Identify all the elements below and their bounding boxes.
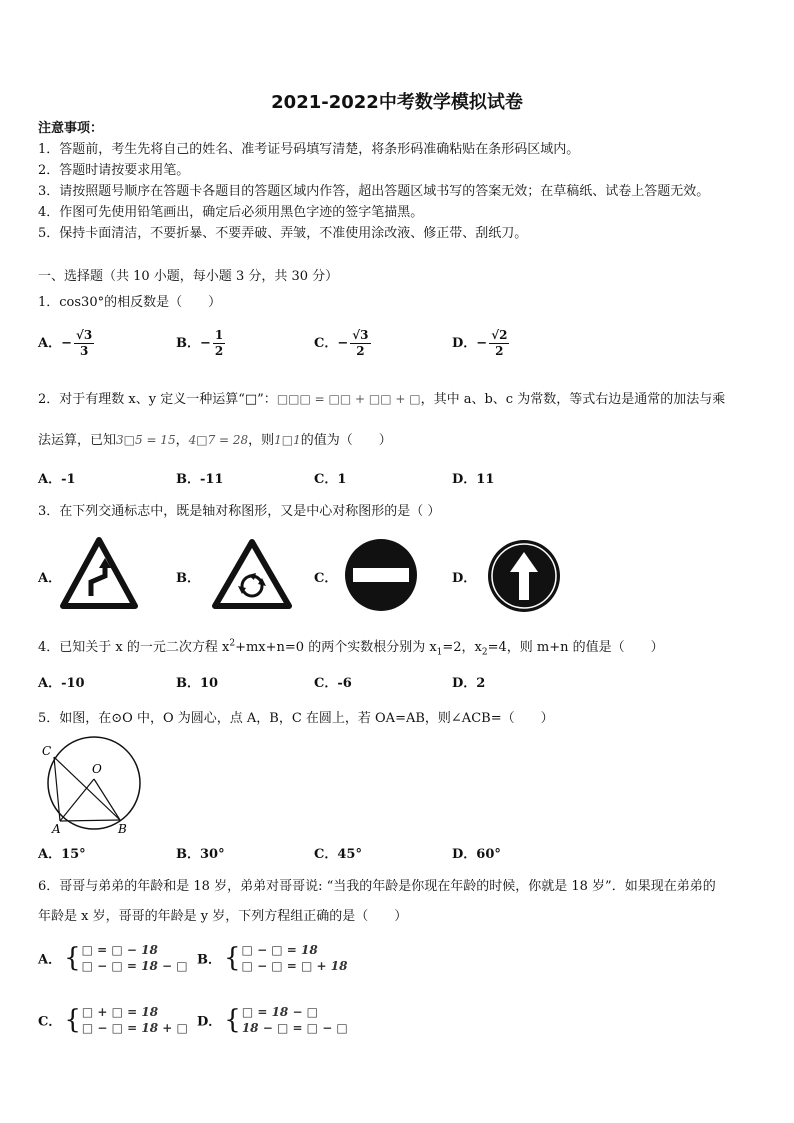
point-label-c: C	[42, 744, 52, 758]
formula: 4□7 = 28	[188, 433, 249, 447]
equation: □ = □ − 18	[81, 943, 158, 957]
warning-sign-double-bend-icon	[60, 536, 138, 610]
question-2-line-2	[38, 429, 392, 448]
equation: □ = 18 − □	[241, 1005, 319, 1019]
formula: 1□1	[274, 433, 301, 447]
option-label: C．	[314, 336, 338, 351]
warning-sign-roundabout-icon	[212, 538, 292, 610]
brace: {	[64, 943, 81, 973]
q5-option-d: D．60°	[452, 847, 501, 862]
minus-sign: −	[200, 336, 211, 351]
q6-option-d	[197, 1004, 348, 1036]
equation: 18 − □ = □ − □	[241, 1021, 348, 1035]
q1-option-d	[452, 328, 509, 359]
text: 法运算，已知	[38, 433, 117, 448]
notes-block	[38, 118, 709, 244]
text: ”：	[257, 392, 277, 407]
q5-option-c: C．45°	[314, 847, 362, 862]
note-item: 1．答题前，考生先将自己的姓名、准考证号码填写清楚，将条形码准确粘贴在条形码区域内。	[38, 142, 580, 157]
subscript: 2	[481, 647, 488, 658]
question-2-line-1	[38, 388, 725, 407]
note-item: 2．答题时请按要求用笔。	[38, 163, 190, 178]
text: +mx+n=0 的两个实数根分别为 x	[235, 640, 437, 655]
point-label-b: B	[118, 822, 127, 835]
equation-system	[82, 1004, 188, 1036]
text: ，其中 a、b、c 为常数，等式右边是通常的加法与乘	[420, 392, 726, 407]
option-label: A．	[38, 952, 62, 968]
q4-option-a: A．-10	[38, 676, 85, 691]
page-title: 2021-2022中考数学模拟试卷	[271, 92, 523, 113]
q6-option-c	[38, 1004, 188, 1036]
q2-option-c: C．1	[314, 472, 347, 487]
circle-geometry-figure	[36, 735, 150, 835]
equation: □ − □ = □ + 18	[241, 959, 348, 973]
option-label: B．	[176, 336, 200, 351]
numerator: √3	[352, 328, 369, 342]
q5-option-b: B．30°	[176, 847, 225, 862]
formula: 3□5 = 15	[116, 433, 176, 447]
denominator: 2	[495, 344, 504, 358]
option-label: D．	[452, 336, 477, 351]
question-6-line-2: 年龄是 x 岁，哥哥的年龄是 y 岁，下列方程组正确的是（ ）	[38, 909, 408, 924]
question-1-stem: 1．cos30°的相反数是（ ）	[38, 295, 222, 310]
question-5-stem: 5．如图，在⊙O 中，O 为圆心，点 A，B，C 在圆上，若 OA=AB，则∠ACB=（ ）	[38, 711, 554, 726]
option-label: D．	[197, 1014, 222, 1030]
note-item: 4．作图可先使用铅笔画出，确定后必须用黑色字迹的签字笔描黑。	[38, 205, 424, 220]
numerator: √3	[76, 328, 93, 342]
q6-option-a	[38, 942, 188, 974]
text: =4，则 m+n 的值是（ ）	[487, 640, 664, 655]
text: 2．对于有理数 x、y 定义一种运算“	[38, 392, 245, 407]
equation: □ − □ = 18 + □	[81, 1021, 188, 1035]
text: 的值为（ ）	[300, 433, 392, 448]
notes-heading: 注意事项：	[38, 121, 104, 136]
note-item: 3．请按照题号顺序在答题卡各题目的答题区域内作答，超出答题区域书写的答案无效；在草稿纸、试卷上答题无效。	[38, 184, 710, 199]
fraction	[74, 328, 94, 359]
q5-option-a: A．15°	[38, 847, 86, 862]
note-item: 5．保持卡面清洁，不要折暴、不要弄破、弄皱，不准使用涂改液、修正带、刮纸刀。	[38, 226, 528, 241]
q4-option-d: D．2	[452, 676, 486, 691]
numerator: 1	[214, 328, 224, 342]
question-6-line-1: 6．哥哥与弟弟的年龄和是 18 岁，弟弟对哥哥说: “当我的年龄是你现在年龄的时候，你就是 18 岁”．如果现在弟弟的	[38, 879, 716, 894]
section-heading: 一、选择题（共 10 小题，每小题 3 分，共 30 分）	[38, 269, 339, 284]
q2-option-b: B．-11	[176, 472, 224, 487]
q1-option-c	[314, 328, 371, 359]
denominator: 3	[79, 344, 89, 358]
q1-option-a	[38, 328, 94, 359]
brace: {	[64, 1005, 81, 1035]
option-label: B．	[197, 952, 221, 968]
question-3-stem: 3．在下列交通标志中，既是轴对称图形，又是中心对称图形的是（ ）	[38, 504, 441, 519]
fraction	[213, 328, 225, 359]
numerator: √2	[491, 328, 508, 342]
q6-option-b	[197, 942, 348, 974]
equation-system	[242, 1004, 348, 1036]
q4-option-c: C．-6	[314, 676, 352, 691]
minus-sign: −	[61, 336, 72, 351]
subscript: 1	[436, 647, 443, 658]
equation: □ − □ = 18	[241, 943, 318, 957]
equation: □ + □ = 18	[81, 1005, 159, 1019]
text: ，	[175, 433, 189, 448]
point-label-o: O	[92, 762, 102, 776]
equation-system	[242, 942, 348, 974]
equation-system	[82, 942, 188, 974]
option-label: B．	[176, 571, 200, 586]
option-label: C．	[314, 571, 338, 586]
formula: □□□ = □□ + □□ + □	[276, 392, 421, 406]
equation: □ − □ = 18 − □	[81, 959, 188, 973]
option-label: C．	[38, 1014, 62, 1030]
no-entry-sign-icon	[343, 537, 419, 613]
operator-box: □	[244, 392, 258, 407]
brace: {	[224, 943, 241, 973]
brace: {	[224, 1005, 241, 1035]
minus-sign: −	[337, 336, 349, 351]
q2-option-a: A．-1	[38, 472, 76, 487]
option-label: A．	[38, 571, 62, 586]
option-label: D．	[452, 571, 477, 586]
text: 4．已知关于 x 的一元二次方程 x	[38, 640, 230, 655]
q2-option-d: D．11	[452, 472, 495, 487]
denominator: 2	[214, 344, 224, 358]
fraction	[350, 328, 370, 359]
q1-option-b	[176, 328, 225, 359]
option-label: A．	[38, 336, 62, 351]
question-4-stem	[38, 636, 664, 658]
text: ，则	[248, 433, 275, 448]
q4-option-b: B．10	[176, 676, 219, 691]
fraction	[489, 328, 509, 359]
ahead-only-sign-icon	[486, 538, 562, 614]
point-label-a: A	[52, 822, 61, 835]
denominator: 2	[356, 344, 365, 358]
minus-sign: −	[476, 336, 488, 351]
superscript: 2	[229, 638, 236, 649]
text: =2，x	[442, 640, 482, 655]
